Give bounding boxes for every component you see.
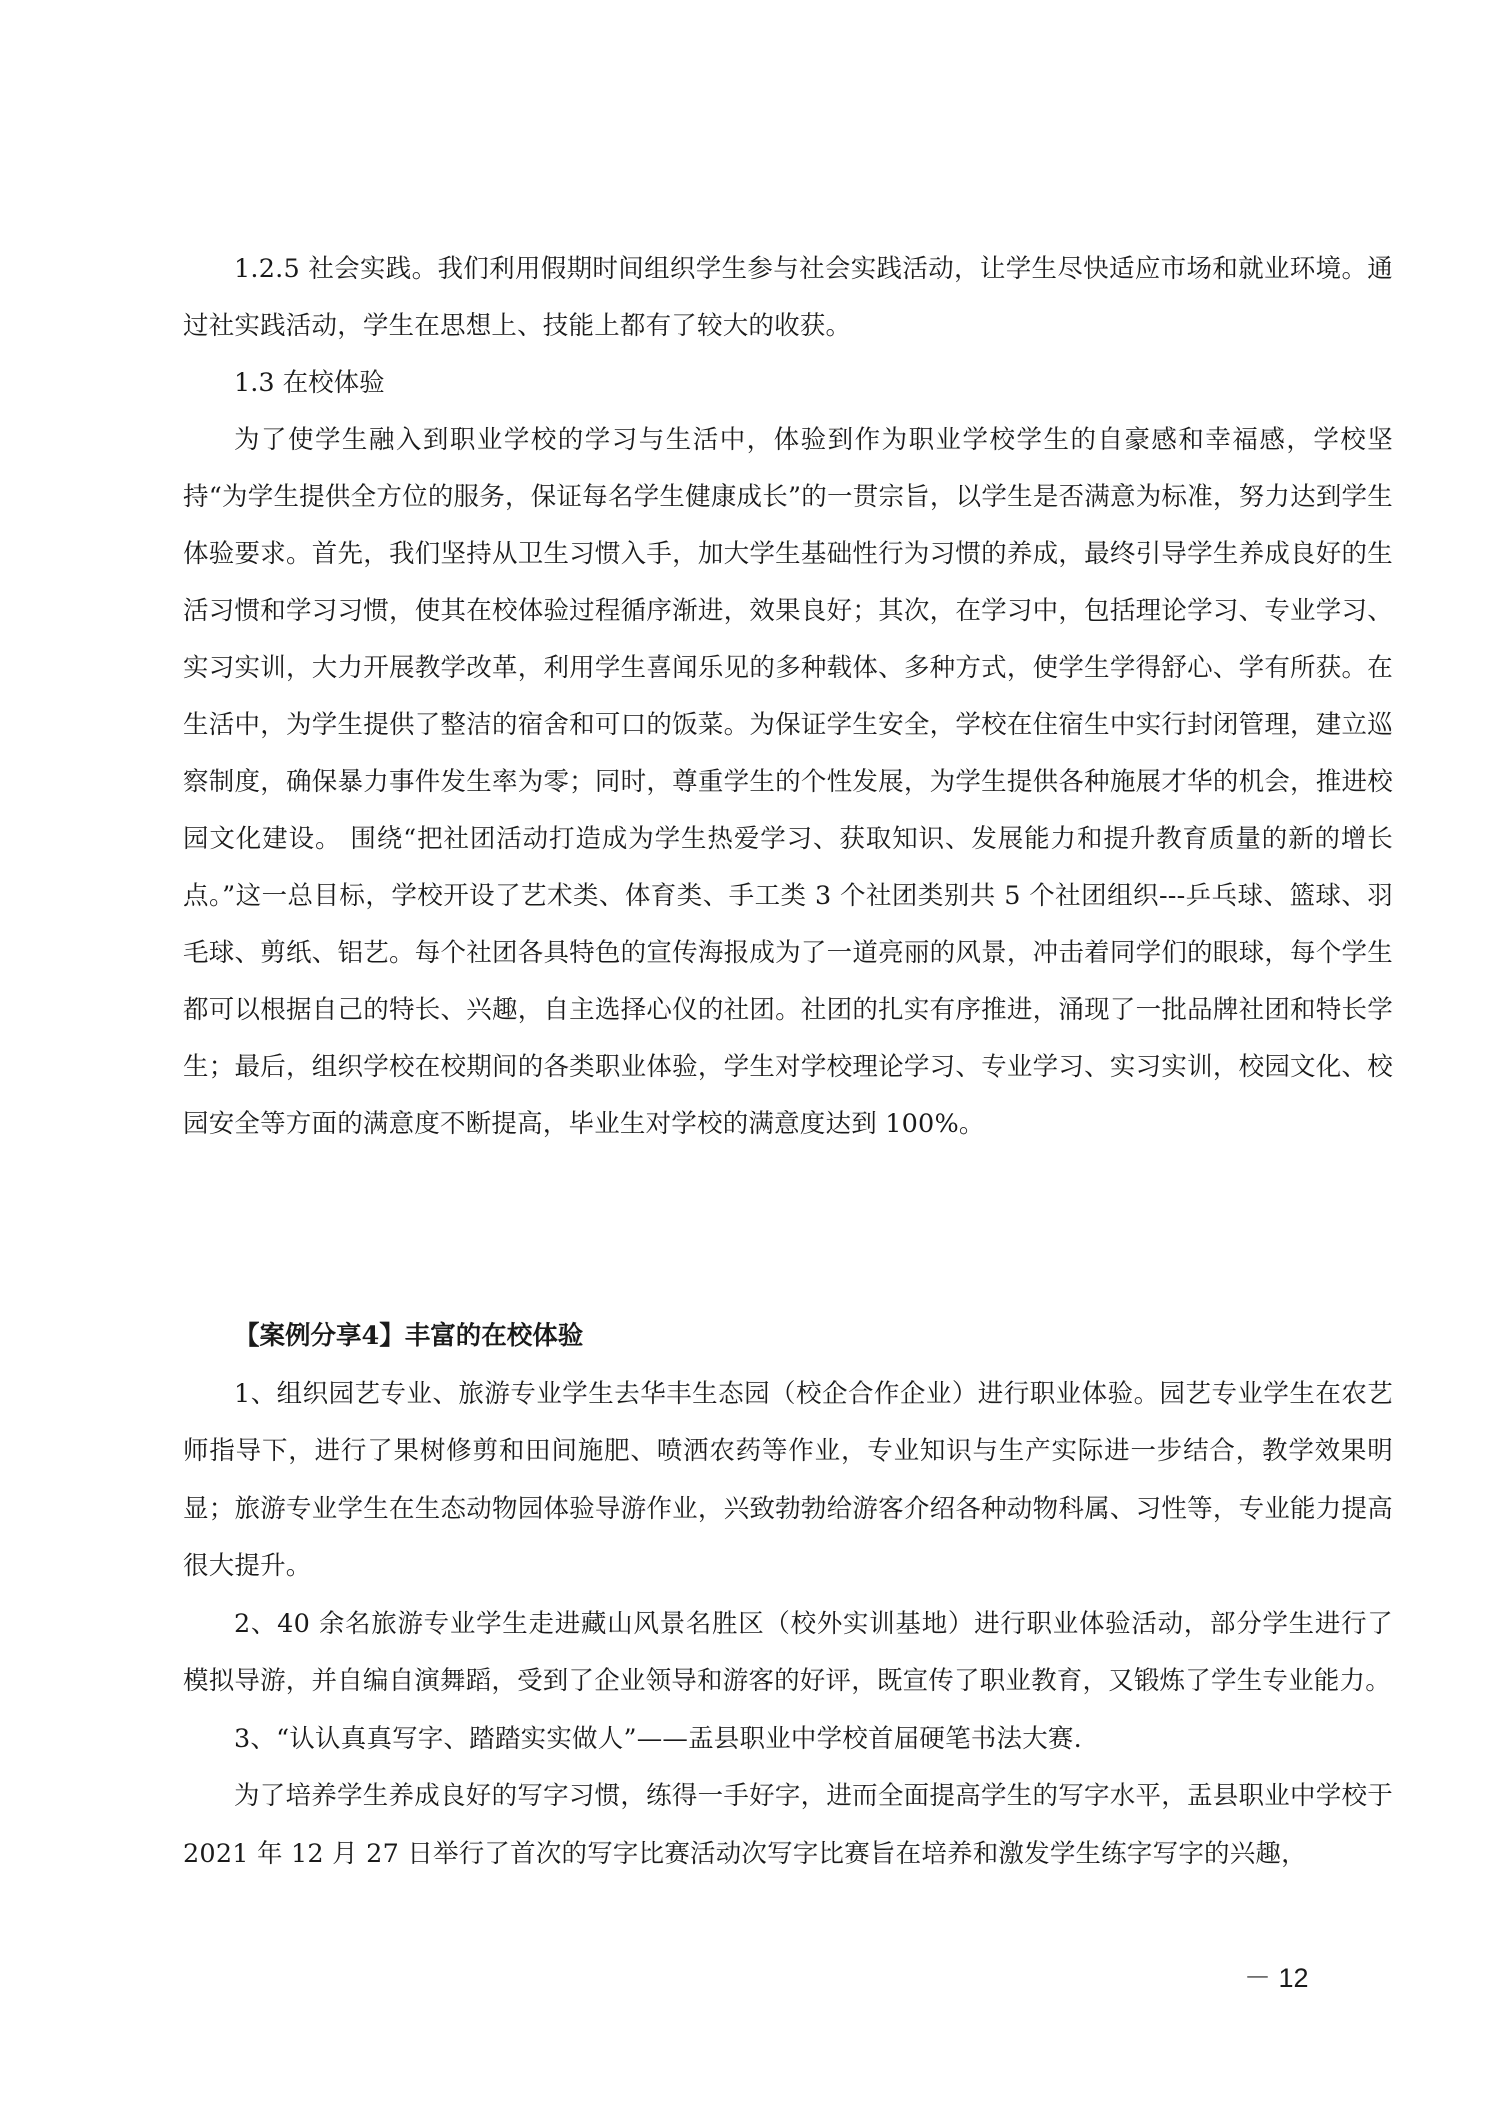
page-number: － 12 bbox=[1244, 1963, 1309, 1993]
case-share-title: 【案例分享4】丰富的在校体验 bbox=[234, 1321, 584, 1351]
case-item-3: 3、“认认真真写字、踏踏实实做人”——盂县职业中学校首届硬笔书法大赛. bbox=[234, 1723, 1082, 1754]
section-1-3 bbox=[183, 355, 1393, 1153]
case-item-1: 1、组织园艺专业、旅游专业学生去华丰生态园（校企合作企业）进行职业体验。园艺专业学生在农艺师指导下，进行了果树修剪和田间施肥、喷洒农药等作业，专业知识与生产实际进一步结合，教学效果明显；旅游专业学生在生态动物园体验导游作业，兴致勃勃给游客介绍各种动物科属、习性等，专业能力提高很大提升。 bbox=[183, 1378, 1393, 1581]
section-heading-campus-experience: 1.3 在校体验 bbox=[234, 368, 385, 398]
section-1-2-5 bbox=[183, 241, 1393, 355]
case-item-2: 2、40 余名旅游专业学生走进藏山风景名胜区（校外实训基地）进行职业体验活动，部分学生进行了模拟导游，并自编自演舞蹈，受到了企业领导和游客的好评，既宣传了职业教育，又锻炼了学生专业能力。 bbox=[183, 1608, 1393, 1696]
paragraph-social-practice: 1.2.5 社会实践。我们利用假期时间组织学生参与社会实践活动，让学生尽快适应市场和就业环境。通过社实践活动，学生在思想上、技能上都有了较大的收获。 bbox=[183, 254, 1393, 341]
case-share-4 bbox=[183, 1308, 1393, 1883]
case-item-3-body: 为了培养学生养成良好的写字习惯，练得一手好字，进而全面提高学生的写字水平，盂县职业中学校于 2021 年 12 月 27 日举行了首次的写字比赛活动次写字比赛旨在培养和激发学生练字写字的兴趣， bbox=[183, 1781, 1393, 1869]
paragraph-campus-experience: 为了使学生融入到职业学校的学习与生活中，体验到作为职业学校学生的自豪感和幸福感，学校坚持“为学生提供全方位的服务，保证每名学生健康成长”的一贯宗旨，以学生是否满意为标准，努力达到学生体验要求。首先，我们坚持从卫生习惯入手，加大学生基础性行为习惯的养成，最终引导学生养成良好的生活习惯和学习习惯，使其在校体验过程循序渐进，效果良好；其次，在学习中，包括理论学习、专业学习、实习实训，大力开展教学改革，利用学生喜闻乐见的多种载体、多种方式，使学生学得舒心、学有所获。在生活中，为学生提供了整洁的宿舍和可口的饭菜。为保证学生安全，学校在住宿生中实行封闭管理，建立巡察制度，确保暴力事件发生率为零；同时，尊重学生的个性发展，为学生提供各种施展才华的机会，推进校园文化建设。 围绕“把社团活动打造成为学生热爱学习、获取知识、发展能力和提升教育质量的新的增长点。”这一总目标，学校开设了艺术类、体育类、手工类 3 个社团类别共 5 个社团组织---乒乓球、篮球、羽毛球、剪纸、铝艺。每个社团各具特色的宣传海报成为了一道亮丽的风景，冲击着同学们的眼球，每个学生都可以根据自己的特长、兴趣，自主选择心仪的社团。社团的扎实有序推进，涌现了一批品牌社团和特长学生；最后，组织学校在校期间的各类职业体验，学生对学校理论学习、专业学习、实习实训，校园文化、校园安全等方面的满意度不断提高，毕业生对学校的满意度达到 100%。 bbox=[183, 425, 1393, 1139]
